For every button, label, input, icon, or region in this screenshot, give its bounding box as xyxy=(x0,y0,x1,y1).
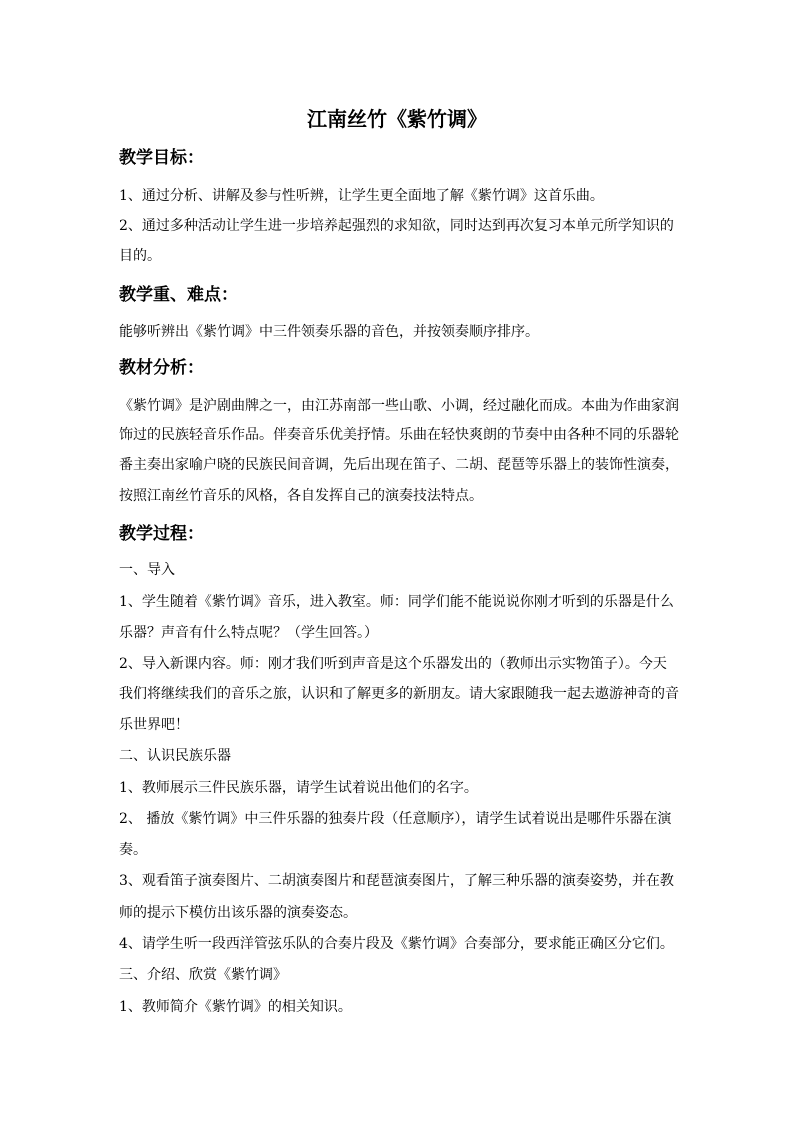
section-heading-goals: 教学目标： xyxy=(119,148,204,168)
document-title: 江南丝竹《紫竹调》 xyxy=(307,107,487,131)
paragraph-line: 1、教师简介《紫竹调》的相关知识。 xyxy=(119,999,352,1015)
paragraph-line: 奏。 xyxy=(119,842,147,858)
paragraph-line: 《紫竹调》是沪剧曲牌之一，由江苏南部一些山歌、小调，经过融化而成。本曲为作曲家润 xyxy=(119,398,679,414)
paragraph-line: 4、请学生听一段西洋管弦乐队的合奏片段及《紫竹调》合奏部分，要求能正确区分它们。 xyxy=(119,936,674,952)
paragraph-line: 1、学生随着《紫竹调》音乐，进入教室。师：同学们能不能说说你刚才听到的乐器是什么 xyxy=(119,594,674,610)
paragraph-line: 2、导入新课内容。师：刚才我们听到声音是这个乐器发出的（教师出示实物笛子）。今天 xyxy=(119,656,667,672)
paragraph-line: 2、通过多种活动让学生进一步培养起强烈的求知欲，同时达到再次复习本单元所学知识的 xyxy=(119,218,674,234)
paragraph-line: 能够听辨出《紫竹调》中三件领奏乐器的音色，并按领奏顺序排序。 xyxy=(119,324,539,340)
paragraph-line: 1、教师展示三件民族乐器，请学生试着说出他们的名字。 xyxy=(119,780,478,796)
section-heading-process: 教学过程： xyxy=(119,524,204,544)
paragraph-line: 师的提示下模仿出该乐器的演奏姿态。 xyxy=(119,905,357,921)
subsection-heading: 一、导入 xyxy=(119,562,175,578)
paragraph-line: 我们将继续我们的音乐之旅，认识和了解更多的新朋友。请大家跟随我一起去遨游神奇的音 xyxy=(119,686,679,702)
section-heading-analysis: 教材分析： xyxy=(119,358,204,378)
paragraph-line: 番主奏出家喻户晓的民族民间音调，先后出现在笛子、二胡、琵琶等乐器上的装饰性演奏， xyxy=(119,457,679,473)
paragraph-line: 1、通过分析、讲解及参与性听辨，让学生更全面地了解《紫竹调》这首乐曲。 xyxy=(119,188,604,204)
paragraph-line: 按照江南丝竹音乐的风格，各自发挥自己的演奏技法特点。 xyxy=(119,488,483,504)
subsection-heading: 三、介绍、欣赏《紫竹调》 xyxy=(119,967,287,983)
paragraph-line: 目的。 xyxy=(119,248,161,264)
paragraph-line: 2、 播放《紫竹调》中三件乐器的独奏片段（任意顺序），请学生试着说出是哪件乐器在演 xyxy=(119,811,672,827)
subsection-heading: 二、认识民族乐器 xyxy=(119,748,231,764)
paragraph-line: 乐器？声音有什么特点呢？（学生回答。） xyxy=(119,625,378,641)
section-heading-key-points: 教学重、难点： xyxy=(119,285,238,305)
paragraph-line: 乐世界吧！ xyxy=(119,717,189,733)
paragraph-line: 3、观看笛子演奏图片、二胡演奏图片和琵琶演奏图片，了解三种乐器的演奏姿势，并在教 xyxy=(119,873,674,889)
paragraph-line: 饰过的民族轻音乐作品。伴奏音乐优美抒情。乐曲在轻快爽朗的节奏中由各种不同的乐器轮 xyxy=(119,427,679,443)
